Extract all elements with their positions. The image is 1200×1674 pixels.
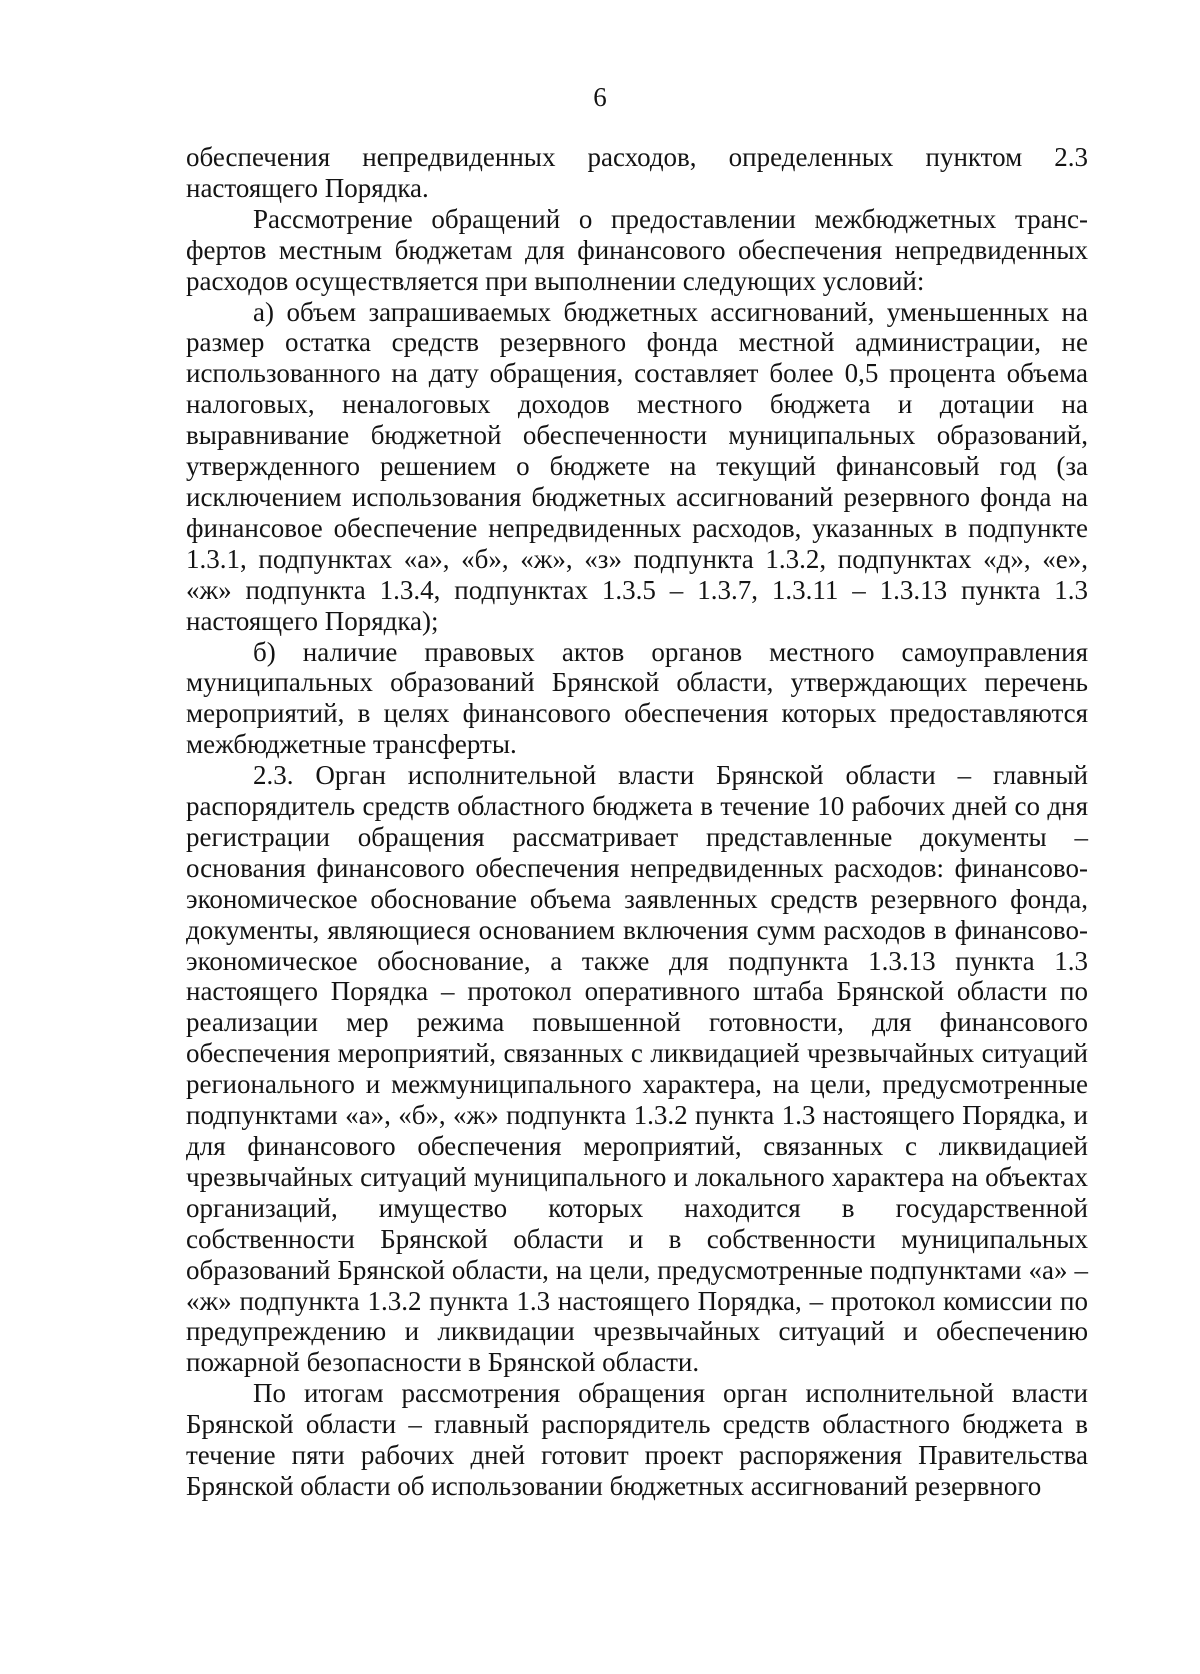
document-body [186,142,1088,1502]
paragraph-continuation: обеспечения непредвиденных расходов, определенных пунктом 2.3 настоящего Порядка. [186,142,1088,203]
paragraph-condition-a: а) объем запрашиваемых бюджетных ассигнований, уменьшенных на размер остатка средств резервного фонда местной администрации, не использованного на дату обращения, составляет более 0,5 процента объема налоговых, неналоговых доходов местного бюджета и дотации на выравнивание бюджетной обеспеченности муниципальных образований, утвержденного решением о бюджете на текущий финансовый год (за исключением использования бюджетных ассигнований резервного фонда на финансовое обеспечение непредвиденных расходов, указанных в подпункте 1.3.1, подпунктах «а», «б», «ж», «з» подпункта 1.3.2, подпунктах «д», «е», «ж» подпункта 1.3.4, подпунктах 1.3.5 – 1.3.7, 1.3.11 – 1.3.13 пункта 1.3 настоящего Порядка); [186,296,1088,636]
paragraph-review-results: По итогам рассмотрения обращения орган исполнительной власти Брянской области – главный распорядитель средств областного бюджета в течение пяти рабочих дней готовит проект распоряжения Правительства Брянской области об использовании бюджетных ассигнований резервного [186,1378,1088,1501]
page-number: 6 [593,82,607,112]
paragraph-conditions-intro: Рассмотрение обращений о предоставлении межбюджетных трансфертов местным бюджетам для финансового обеспечения непредвиденных расходов осуществляется при выполнении следующих условий: [186,203,1088,296]
paragraph-section-2-3: 2.3. Орган исполнительной власти Брянской области – главный распорядитель средств областного бюджета в течение 10 рабочих дней со дня регистрации обращения рассматривает представленные документы – основания финансового обеспечения непредвиденных расходов: финансово-экономическое обоснование объема заявленных средств резервного фонда, документы, являющиеся основанием включения сумм расходов в финансово-экономическое обоснование, а также для подпункта 1.3.13 пункта 1.3 настоящего Порядка – протокол оперативного штаба Брянской области по реализации мер режима повышенной готовности, для финансового обеспечения мероприятий, связанных с ликвидацией чрезвычайных ситуаций регионального и межмуниципального характера, на цели, предусмотренные подпунктами «а», «б», «ж» подпункта 1.3.2 пункта 1.3 настоящего Порядка, и для финансового обеспечения мероприятий, связанных с ликвидацией чрезвычайных ситуаций муниципального и локального характера на объектах организаций, имущество которых находится в государственной собственности Брянской области и в собственности муниципальных образований Брянской области, на цели, предусмотренные подпунктами «а» – «ж» подпункта 1.3.2 пункта 1.3 настоящего Порядка, – протокол комиссии по предупреждению и ликвидации чрезвычайных ситуаций и обеспечению пожарной безопасности в Брянской области. [186,760,1088,1378]
paragraph-condition-b: б) наличие правовых актов органов местного самоуправления муниципальных образований Брянской области, утверждающих перечень мероприятий, в целях финансового обеспечения которых предоставляются межбюджетные трансферты. [186,636,1088,760]
